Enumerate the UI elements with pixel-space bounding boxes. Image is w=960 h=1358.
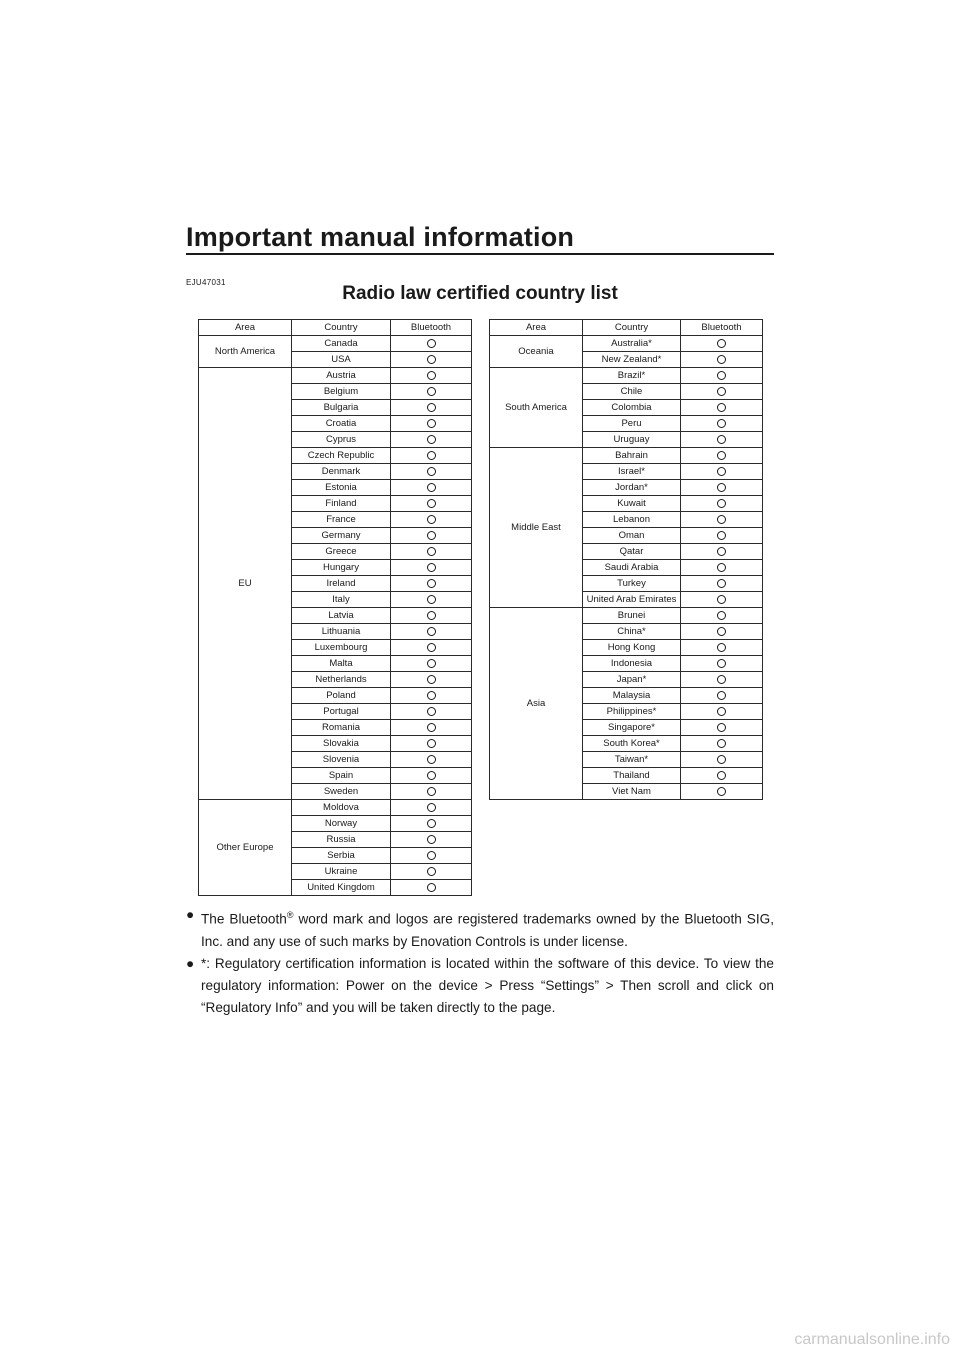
country-cell: Singapore* [583,720,681,736]
note-trademark-start: The Bluetooth [201,911,287,927]
country-cell: Hungary [292,560,391,576]
bluetooth-cell [681,720,763,736]
circle-icon [427,707,436,716]
bluetooth-cell [681,592,763,608]
circle-icon [427,835,436,844]
bluetooth-cell [681,512,763,528]
country-cell: Indonesia [583,656,681,672]
circle-icon [427,515,436,524]
country-cell: Chile [583,384,681,400]
bluetooth-cell [391,832,472,848]
header-area: Area [490,320,583,336]
header-row [490,320,763,336]
bluetooth-cell [681,640,763,656]
circle-icon [427,451,436,460]
country-cell: Netherlands [292,672,391,688]
circle-icon [717,627,726,636]
circle-icon [427,787,436,796]
country-cell: Czech Republic [292,448,391,464]
bluetooth-cell [681,560,763,576]
country-cell: China* [583,624,681,640]
bluetooth-cell [681,336,763,352]
circle-icon [427,563,436,572]
circle-icon [427,499,436,508]
header-country: Country [292,320,391,336]
bluetooth-cell [681,576,763,592]
country-cell: Israel* [583,464,681,480]
circle-icon [427,643,436,652]
bluetooth-cell [391,864,472,880]
bluetooth-cell [391,496,472,512]
area-cell: Middle East [490,448,583,608]
area-cell: Asia [490,608,583,800]
title-rule [186,253,774,255]
circle-icon [427,467,436,476]
circle-icon [717,611,726,620]
bluetooth-cell [391,592,472,608]
circle-icon [427,595,436,604]
circle-icon [427,691,436,700]
circle-icon [717,579,726,588]
bluetooth-cell [391,784,472,800]
area-cell: EU [199,368,292,800]
country-cell: Sweden [292,784,391,800]
circle-icon [717,483,726,492]
country-cell: Bulgaria [292,400,391,416]
circle-icon [427,355,436,364]
country-cell: Brazil* [583,368,681,384]
bluetooth-cell [391,544,472,560]
note-regulatory-text: *: Regulatory certification information is located within the software of this device. To view the regulatory information: Power on the device > Press “Settings” > Then scroll and click on “Regulatory Info” and you will be taken directly to the page. [201,955,774,1015]
table-row [490,368,763,384]
bluetooth-cell [681,448,763,464]
bluetooth-cell [681,496,763,512]
circle-icon [717,755,726,764]
bluetooth-cell [391,352,472,368]
bluetooth-cell [681,608,763,624]
bluetooth-cell [391,400,472,416]
country-table-right [489,319,763,800]
bluetooth-cell [681,688,763,704]
circle-icon [427,483,436,492]
country-cell: Russia [292,832,391,848]
bluetooth-cell [391,512,472,528]
circle-icon [717,339,726,348]
bluetooth-cell [391,720,472,736]
table-row [199,800,472,816]
country-cell: Ukraine [292,864,391,880]
country-cell: Oman [583,528,681,544]
country-cell: Australia* [583,336,681,352]
circle-icon [427,339,436,348]
header-bluetooth: Bluetooth [681,320,763,336]
section-title: Radio law certified country list [342,283,618,304]
country-cell: Finland [292,496,391,512]
table-row [490,448,763,464]
country-cell: Jordan* [583,480,681,496]
header-area: Area [199,320,292,336]
circle-icon [717,787,726,796]
bluetooth-cell [391,384,472,400]
circle-icon [427,371,436,380]
circle-icon [427,547,436,556]
country-cell: Lithuania [292,624,391,640]
country-cell: Saudi Arabia [583,560,681,576]
country-cell: Lebanon [583,512,681,528]
bluetooth-cell [681,544,763,560]
bluetooth-cell [391,464,472,480]
circle-icon [717,643,726,652]
country-cell: South Korea* [583,736,681,752]
bluetooth-cell [681,432,763,448]
bluetooth-cell [681,384,763,400]
circle-icon [717,515,726,524]
country-cell: New Zealand* [583,352,681,368]
country-cell: Croatia [292,416,391,432]
bluetooth-cell [681,624,763,640]
circle-icon [717,419,726,428]
country-cell: Thailand [583,768,681,784]
country-cell: USA [292,352,391,368]
bluetooth-cell [391,560,472,576]
country-cell: Peru [583,416,681,432]
circle-icon [427,851,436,860]
circle-icon [427,579,436,588]
country-cell: Ireland [292,576,391,592]
bluetooth-cell [391,528,472,544]
area-cell: Oceania [490,336,583,368]
bluetooth-cell [391,336,472,352]
circle-icon [717,563,726,572]
circle-icon [427,387,436,396]
country-cell: Uruguay [583,432,681,448]
country-cell: Slovenia [292,752,391,768]
circle-icon [717,659,726,668]
bluetooth-cell [391,848,472,864]
country-cell: Malaysia [583,688,681,704]
circle-icon [427,739,436,748]
bluetooth-cell [391,704,472,720]
country-cell: Taiwan* [583,752,681,768]
circle-icon [427,403,436,412]
area-cell: North America [199,336,292,368]
watermark: carmanualsonline.info [794,1331,950,1348]
country-cell: Italy [292,592,391,608]
registered-mark: ® [286,910,294,920]
bluetooth-cell [391,736,472,752]
country-cell: Malta [292,656,391,672]
bluetooth-cell [391,880,472,896]
circle-icon [717,371,726,380]
country-cell: Colombia [583,400,681,416]
country-cell: Kuwait [583,496,681,512]
country-cell: Canada [292,336,391,352]
circle-icon [427,435,436,444]
country-cell: France [292,512,391,528]
circle-icon [717,771,726,780]
circle-icon [717,403,726,412]
country-cell: Brunei [583,608,681,624]
country-cell: Romania [292,720,391,736]
bluetooth-cell [391,416,472,432]
bluetooth-cell [681,528,763,544]
country-cell: Portugal [292,704,391,720]
notes [186,904,774,1019]
country-cell: Luxembourg [292,640,391,656]
circle-icon [717,451,726,460]
area-cell: Other Europe [199,800,292,896]
bluetooth-cell [391,432,472,448]
bullet-icon: ● [186,907,195,922]
circle-icon [427,531,436,540]
country-cell: Cyprus [292,432,391,448]
country-cell: Philippines* [583,704,681,720]
country-cell: Denmark [292,464,391,480]
bluetooth-cell [391,816,472,832]
bluetooth-cell [391,672,472,688]
circle-icon [427,803,436,812]
bluetooth-cell [681,416,763,432]
circle-icon [717,387,726,396]
header-row [199,320,472,336]
bluetooth-cell [681,672,763,688]
circle-icon [427,755,436,764]
bluetooth-cell [391,624,472,640]
country-cell: Estonia [292,480,391,496]
bluetooth-cell [391,448,472,464]
country-cell: Qatar [583,544,681,560]
country-cell: United Arab Emirates [583,592,681,608]
country-cell: Belgium [292,384,391,400]
circle-icon [427,867,436,876]
circle-icon [427,419,436,428]
country-cell: Germany [292,528,391,544]
bluetooth-cell [681,368,763,384]
bluetooth-cell [681,768,763,784]
bluetooth-cell [391,608,472,624]
circle-icon [717,435,726,444]
bluetooth-cell [681,464,763,480]
bluetooth-cell [681,352,763,368]
country-cell: Hong Kong [583,640,681,656]
bluetooth-cell [391,368,472,384]
country-cell: United Kingdom [292,880,391,896]
header-bluetooth: Bluetooth [391,320,472,336]
circle-icon [427,883,436,892]
area-cell: South America [490,368,583,448]
bullet-icon: ● [186,955,195,971]
bluetooth-cell [391,768,472,784]
circle-icon [717,355,726,364]
page-title: Important manual information [186,222,575,252]
circle-icon [717,739,726,748]
table-row [490,608,763,624]
header-country: Country [583,320,681,336]
bluetooth-cell [391,752,472,768]
circle-icon [717,531,726,540]
circle-icon [717,595,726,604]
country-cell: Latvia [292,608,391,624]
bluetooth-cell [391,656,472,672]
note-trademark-end: word mark and logos are registered trademarks owned by the Bluetooth SIG, Inc. and any use of such marks by Enovation Controls is under license. [201,911,774,949]
bluetooth-cell [391,688,472,704]
bluetooth-cell [681,704,763,720]
circle-icon [427,611,436,620]
note-trademark [186,904,774,953]
note-regulatory [186,953,774,1019]
bluetooth-cell [391,640,472,656]
circle-icon [717,467,726,476]
circle-icon [427,723,436,732]
bluetooth-cell [391,480,472,496]
country-cell: Greece [292,544,391,560]
country-table-left [198,319,472,896]
table-row [490,336,763,352]
country-cell: Slovakia [292,736,391,752]
bluetooth-cell [681,400,763,416]
bluetooth-cell [681,480,763,496]
country-cell: Japan* [583,672,681,688]
country-cell: Bahrain [583,448,681,464]
circle-icon [427,659,436,668]
country-cell: Serbia [292,848,391,864]
circle-icon [427,627,436,636]
country-cell: Moldova [292,800,391,816]
circle-icon [427,819,436,828]
table-row [199,336,472,352]
circle-icon [717,723,726,732]
country-cell: Spain [292,768,391,784]
country-cell: Poland [292,688,391,704]
bluetooth-cell [391,800,472,816]
circle-icon [717,675,726,684]
circle-icon [717,547,726,556]
bluetooth-cell [391,576,472,592]
bluetooth-cell [681,752,763,768]
table-row [199,368,472,384]
circle-icon [717,499,726,508]
circle-icon [427,675,436,684]
circle-icon [717,707,726,716]
country-cell: Viet Nam [583,784,681,800]
section-code: EJU47031 [186,278,226,287]
circle-icon [427,771,436,780]
bluetooth-cell [681,736,763,752]
country-cell: Turkey [583,576,681,592]
country-cell: Austria [292,368,391,384]
country-cell: Norway [292,816,391,832]
circle-icon [717,691,726,700]
bluetooth-cell [681,784,763,800]
bluetooth-cell [681,656,763,672]
